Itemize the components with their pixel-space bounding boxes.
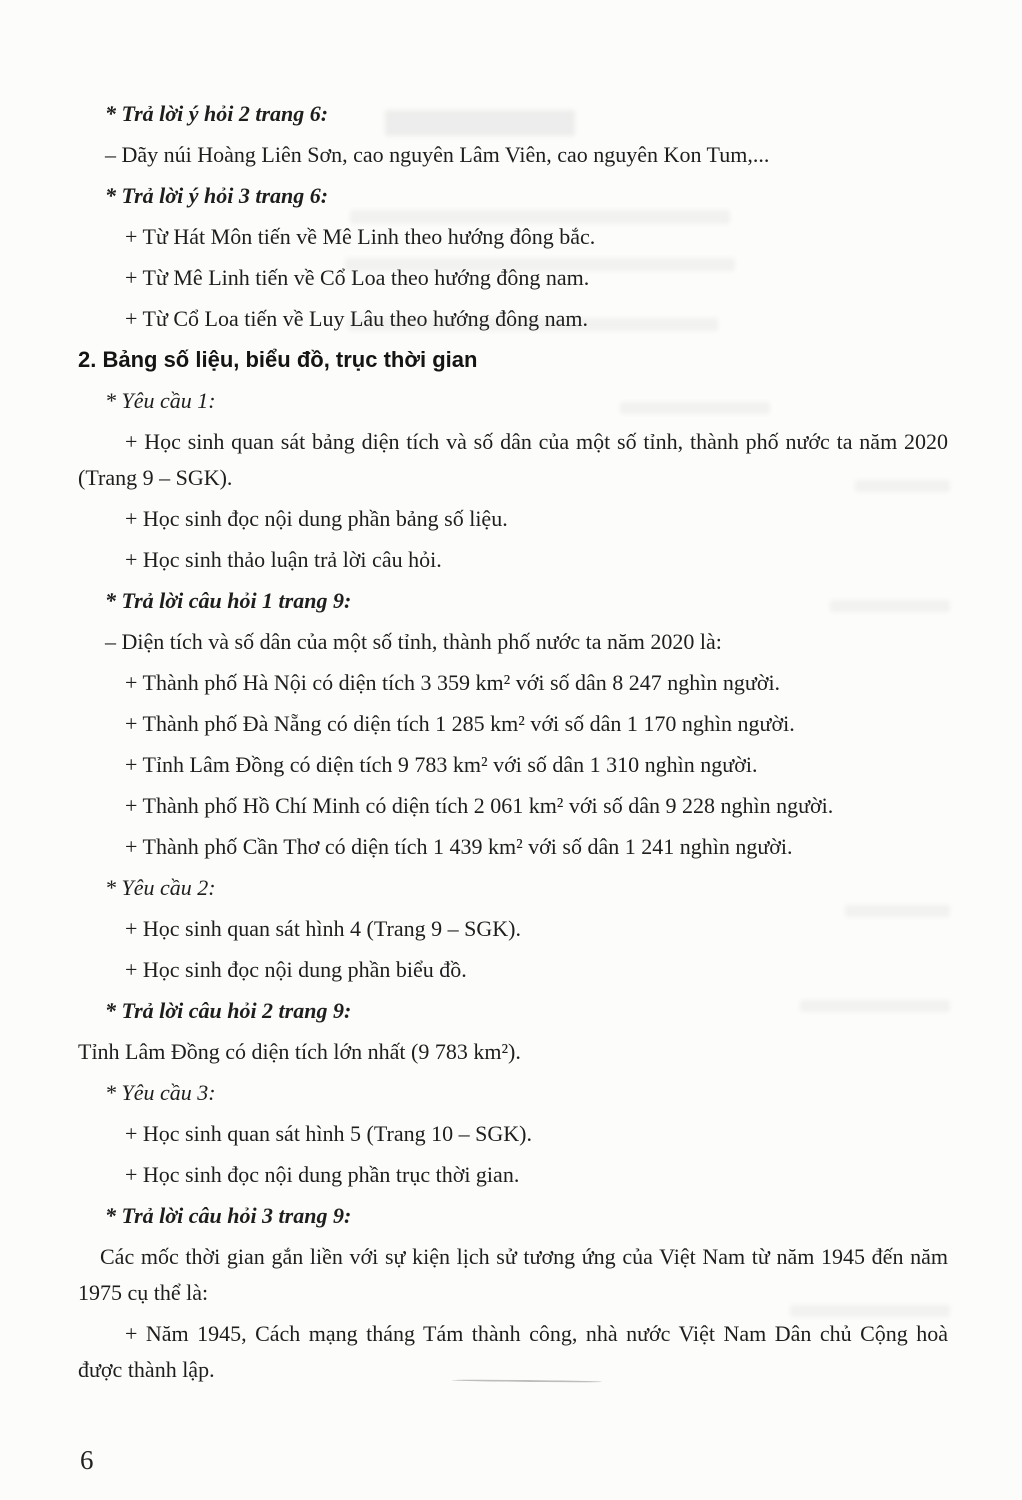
paragraph: + Học sinh quan sát bảng diện tích và số dân của một số tỉnh, thành phố nước ta năm 2020 (Trang 9 – SGK). <box>78 429 948 490</box>
paragraph: + Học sinh đọc nội dung phần biểu đồ. <box>125 957 467 982</box>
paragraph: – Diện tích và số dân của một số tỉnh, thành phố nước ta năm 2020 là: <box>105 629 722 654</box>
answer-heading: * Trả lời câu hỏi 3 trang 9: <box>105 1203 352 1228</box>
answer-heading: * Trả lời ý hỏi 2 trang 6: <box>105 101 329 126</box>
paragraph: + Từ Hát Môn tiến về Mê Linh theo hướng đông bắc. <box>125 224 596 249</box>
paragraph: + Học sinh quan sát hình 5 (Trang 10 – SGK). <box>125 1121 532 1146</box>
paragraph: + Từ Cổ Loa tiến về Luy Lâu theo hướng đông nam. <box>125 306 588 331</box>
paragraph: + Thành phố Hồ Chí Minh có diện tích 2 061 km² với số dân 9 228 nghìn người. <box>125 793 834 818</box>
paragraph: + Học sinh quan sát hình 4 (Trang 9 – SGK). <box>125 916 521 941</box>
paragraph: Các mốc thời gian gắn liền với sự kiện lịch sử tương ứng của Việt Nam từ năm 1945 đến năm 1975 cụ thể là: <box>78 1244 948 1305</box>
page-number: 6 <box>80 1445 94 1475</box>
paragraph: + Học sinh đọc nội dung phần bảng số liệu. <box>125 506 508 531</box>
page-content <box>78 96 948 1393</box>
paragraph: + Từ Mê Linh tiến về Cổ Loa theo hướng đông nam. <box>125 265 590 290</box>
paragraph: + Học sinh đọc nội dung phần trục thời gian. <box>125 1162 520 1187</box>
paragraph: – Dãy núi Hoàng Liên Sơn, cao nguyên Lâm Viên, cao nguyên Kon Tum,... <box>105 142 770 167</box>
paragraph: + Học sinh thảo luận trả lời câu hỏi. <box>125 547 442 572</box>
answer-heading: * Trả lời câu hỏi 2 trang 9: <box>105 998 352 1023</box>
paragraph: Tỉnh Lâm Đồng có diện tích lớn nhất (9 783 km²). <box>78 1039 521 1064</box>
requirement-heading: * Yêu cầu 1: <box>105 388 216 413</box>
paragraph: + Năm 1945, Cách mạng tháng Tám thành công, nhà nước Việt Nam Dân chủ Cộng hoà được thành lập. <box>78 1321 948 1382</box>
requirement-heading: * Yêu cầu 2: <box>105 875 216 900</box>
paragraph: + Thành phố Cần Thơ có diện tích 1 439 km² với số dân 1 241 nghìn người. <box>125 834 793 859</box>
paragraph: + Thành phố Hà Nội có diện tích 3 359 km² với số dân 8 247 nghìn người. <box>125 670 781 695</box>
requirement-heading: * Yêu cầu 3: <box>105 1080 216 1105</box>
paragraph: + Tỉnh Lâm Đồng có diện tích 9 783 km² với số dân 1 310 nghìn người. <box>125 752 758 777</box>
answer-heading: * Trả lời câu hỏi 1 trang 9: <box>105 588 352 613</box>
section-heading: 2. Bảng số liệu, biểu đồ, trục thời gian <box>78 347 478 372</box>
answer-heading: * Trả lời ý hỏi 3 trang 6: <box>105 183 329 208</box>
paragraph: + Thành phố Đà Nẵng có diện tích 1 285 km² với số dân 1 170 nghìn người. <box>125 711 795 736</box>
